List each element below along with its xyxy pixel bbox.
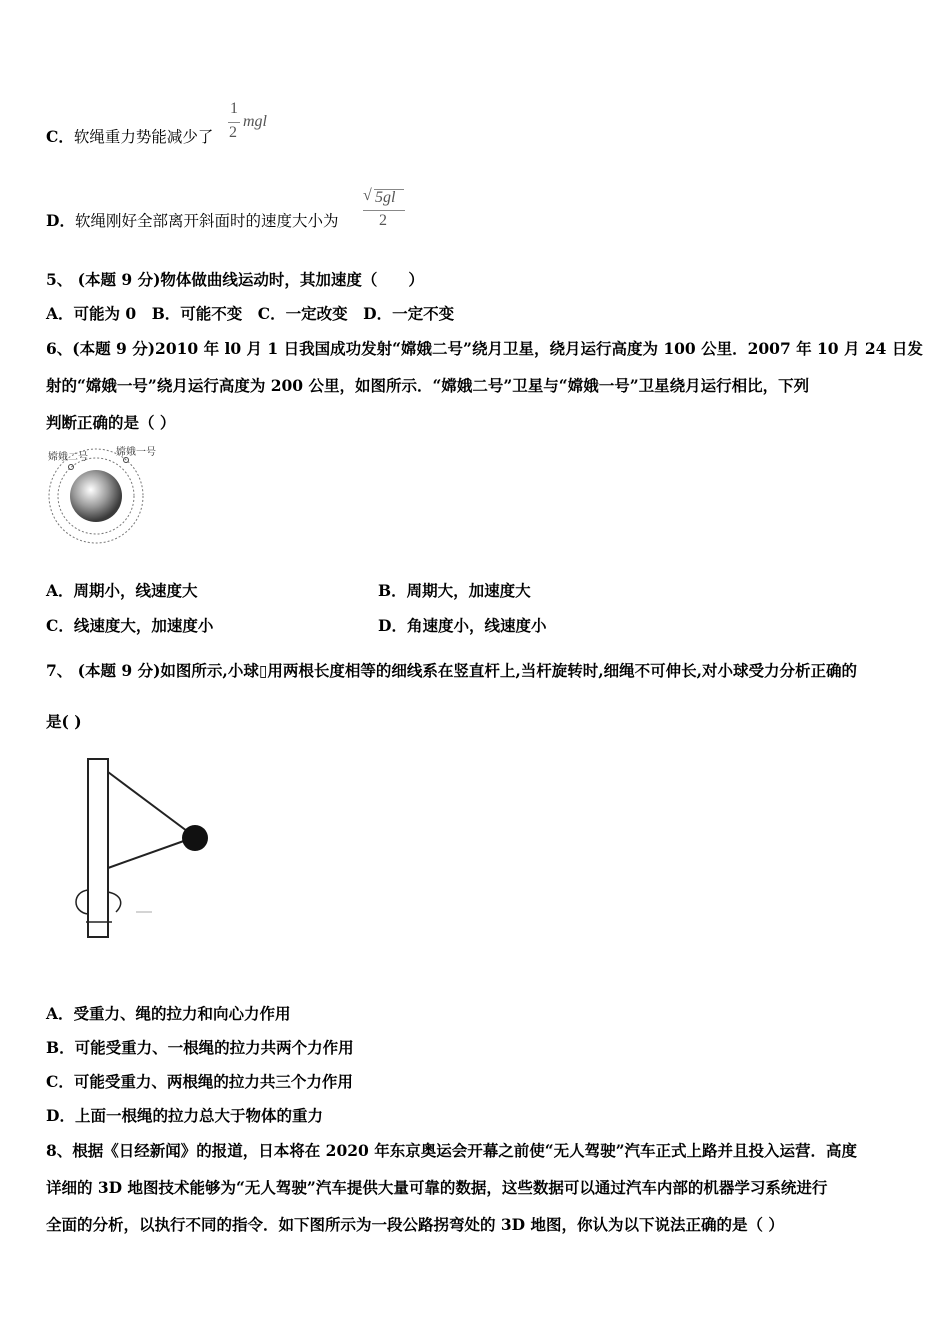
upper-string	[108, 772, 195, 837]
q6-stem-line-1: 6、(本题 9 分)2010 年 l0 月 1 日我国成功发射“嫦娥二号”绕月卫星，绕月运行高度为 100 公里．2007 年 10 月 24 日发	[46, 339, 923, 358]
q8-stem-line-3: 全面的分析，以执行不同的指令．如下图所示为一段公路拐弯处的 3D 地图，你认为以下说法正确的是（ ）	[46, 1215, 784, 1234]
q4-option-c-letter: C．	[46, 127, 74, 146]
q5-options: A．可能为 0 B．可能不变 C．一定改变 D．一定不变	[46, 304, 455, 323]
q4-option-d-letter: D．	[46, 211, 75, 230]
q6-option-b: B．周期大，加速度大	[378, 581, 531, 600]
fraction-bar	[363, 210, 405, 211]
sqrt-sign: √	[363, 187, 372, 204]
fraction-tail: mgl	[243, 113, 267, 130]
lower-string	[108, 837, 195, 868]
fraction-numerator: 1	[230, 100, 238, 117]
q7-stem-line-2: 是( )	[46, 712, 82, 731]
q7-stem-line-1: 7、 (本题 9 分)如图所示,小球▯用两根长度相等的细线系在竖直杆上,当杆旋转时,细绳不可伸长,对小球受力分析正确的	[46, 661, 858, 680]
q4-option-d-fraction	[362, 185, 422, 237]
q6-option-a: A．周期小，线速度大	[46, 581, 198, 600]
q4-option-d	[46, 211, 338, 231]
q7-option-c: C．可能受重力、两根绳的拉力共三个力作用	[46, 1072, 353, 1091]
q5-stem: 5、 (本题 9 分)物体做曲线运动时，其加速度（ ）	[46, 270, 424, 289]
q7-option-b: B．可能受重力、一根绳的拉力共两个力作用	[46, 1038, 354, 1057]
q7-rod-ball-figure	[70, 752, 220, 944]
q6-option-c: C．线速度大，加速度小	[46, 616, 214, 635]
rotation-arrow-left	[76, 890, 88, 914]
q6-stem-line-2: 射的“嫦娥一号”绕月运行高度为 200 公里，如图所示．“嫦娥二号”卫星与“嫦娥一号”卫星绕月运行相比，下列	[46, 376, 810, 395]
moon	[70, 470, 122, 522]
q4-option-c-fraction	[226, 100, 286, 150]
fraction-denominator: 2	[379, 212, 387, 229]
q6-option-d: D．角速度小，线速度小	[378, 616, 547, 635]
q8-stem-line-2: 详细的 3D 地图技术能够为“无人驾驶”汽车提供大量可靠的数据，这些数据可以通过汽车内部的机器学习系统进行	[46, 1178, 828, 1197]
rotation-arrow-right	[108, 892, 121, 912]
q4-option-d-text: 软绳刚好全部离开斜面时的速度大小为	[74, 212, 339, 230]
q8-stem-line-1: 8、根据《日经新闻》的报道，日本将在 2020 年东京奥运会开幕之前使“无人驾驶”汽车正式上路并且投入运营．高度	[46, 1141, 858, 1160]
label-inner-satellite: 嫦娥二号	[48, 452, 88, 463]
label-outer-satellite: 嫦娥一号	[116, 447, 156, 458]
fraction-bar	[228, 122, 240, 123]
ball	[182, 825, 208, 851]
q7-option-d: D．上面一根绳的拉力总大于物体的重力	[46, 1106, 323, 1125]
q4-option-c-text: 软绳重力势能减少了	[73, 128, 214, 146]
q6-stem-line-3: 判断正确的是（ ）	[46, 413, 176, 432]
q7-option-a: A．受重力、绳的拉力和向心力作用	[46, 1004, 291, 1023]
fraction-denominator: 2	[229, 124, 237, 141]
satellite-inner	[69, 465, 74, 470]
q6-orbit-figure	[44, 444, 164, 548]
sqrt-body: 5gl	[375, 189, 396, 206]
vertical-rod	[88, 759, 108, 937]
q4-option-c	[46, 127, 213, 147]
